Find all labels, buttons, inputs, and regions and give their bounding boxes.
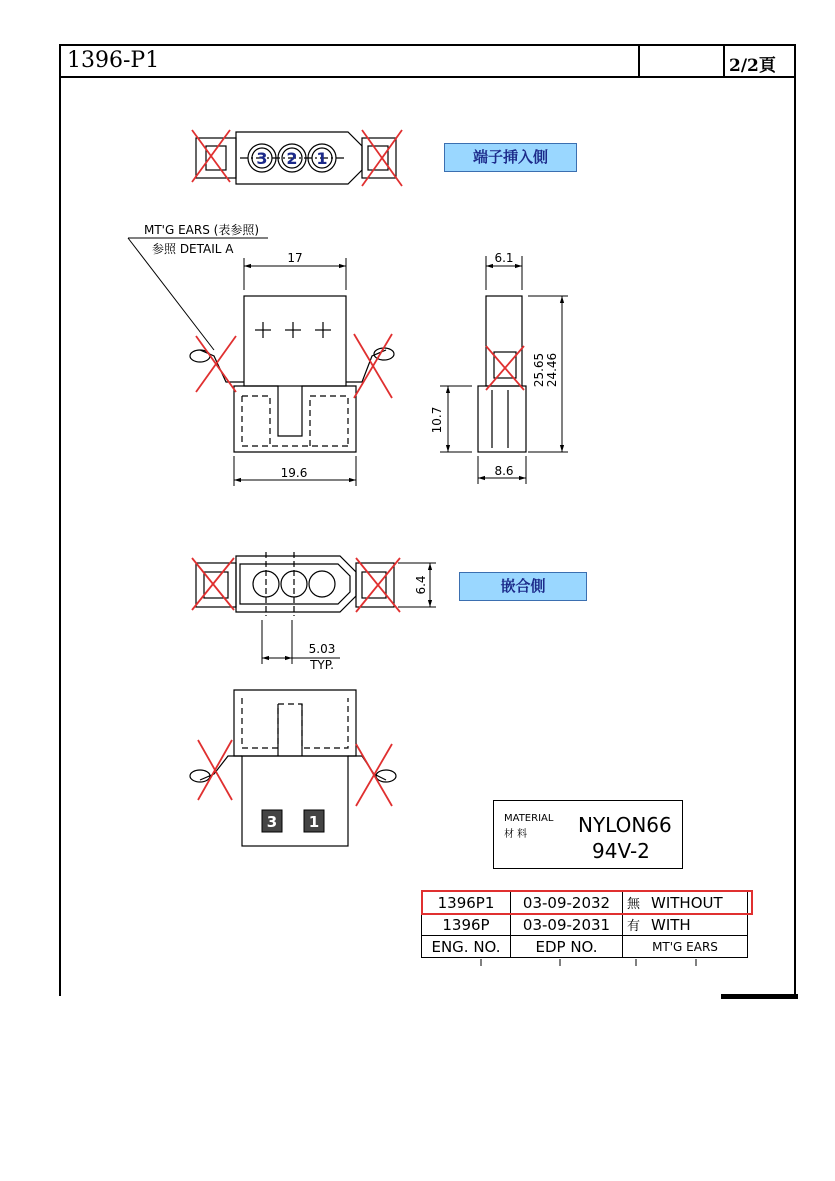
ears-text: WITHOUT <box>651 894 723 912</box>
pin-number: 1 <box>308 813 320 831</box>
cross-marks-bottom <box>198 740 392 806</box>
pin-number: 3 <box>266 813 278 831</box>
table-header-row <box>422 936 748 958</box>
dim-pitch-note: TYP. <box>310 658 334 672</box>
dim-side-top: 6.1 <box>494 251 514 265</box>
material-grade: 94V-2 <box>592 839 650 863</box>
edp-no-cell: 03-09-2031 <box>511 914 623 936</box>
front-view <box>190 296 394 452</box>
dim-base-width: 19.6 <box>280 466 308 480</box>
bottom-pin-markers <box>262 810 324 832</box>
dim-pitch: 5.03 <box>308 642 336 656</box>
pin-number: 2 <box>286 149 298 168</box>
material-label-en: MATERIAL <box>504 813 554 824</box>
terminal-insert-side-label: 端子挿入側 <box>444 143 577 172</box>
header-eng-no: ENG. NO. <box>422 936 511 958</box>
side-view <box>478 296 526 452</box>
ears-text: WITH <box>651 916 691 934</box>
table-row <box>422 914 748 936</box>
dim-lower-height: 10.7 <box>430 406 444 434</box>
dim-side-base: 8.6 <box>494 464 514 478</box>
mtg-ears-note: MT'G EARS (表参照) <box>144 223 260 237</box>
eng-no-cell: 1396P <box>422 914 511 936</box>
top-view-pin-numbers <box>256 149 327 168</box>
pin-number: 3 <box>256 149 268 168</box>
mating-connector-view <box>196 552 394 616</box>
detail-reference: 参照 DETAIL A <box>152 242 234 256</box>
dim-top-width: 17 <box>287 251 303 265</box>
eng-no-cell: 1396P1 <box>422 892 511 914</box>
edp-no-cell: 03-09-2032 <box>511 892 623 914</box>
table-ticks <box>481 959 696 966</box>
version-table <box>421 891 748 958</box>
mtg-ears-cell <box>623 914 748 936</box>
material-name: NYLON66 <box>578 813 672 837</box>
page-number: 2/2頁 <box>729 56 776 76</box>
mtg-ears-cell <box>623 892 748 914</box>
material-label-cn: 材 料 <box>504 829 528 840</box>
ears-cn-text: 有 <box>627 919 641 934</box>
document-id: 1396-P1 <box>67 48 160 73</box>
dim-height-2: 24.46 <box>545 352 559 388</box>
material-box <box>493 800 683 869</box>
ears-cn-text: 無 <box>627 897 641 912</box>
dim-height-1: 25.65 <box>532 352 546 388</box>
cross-mark-side <box>486 346 524 390</box>
header-mtg-ears: MT'G EARS <box>623 936 748 958</box>
pin-number: 1 <box>316 149 328 168</box>
table-row <box>422 892 748 914</box>
mating-side-label: 嵌合側 <box>459 572 587 601</box>
mating-dimensions <box>262 563 436 664</box>
header-edp-no: EDP NO. <box>511 936 623 958</box>
bottom-front-view <box>190 690 396 846</box>
dim-mate-height: 6.4 <box>414 575 428 595</box>
cross-marks-front <box>196 334 392 398</box>
